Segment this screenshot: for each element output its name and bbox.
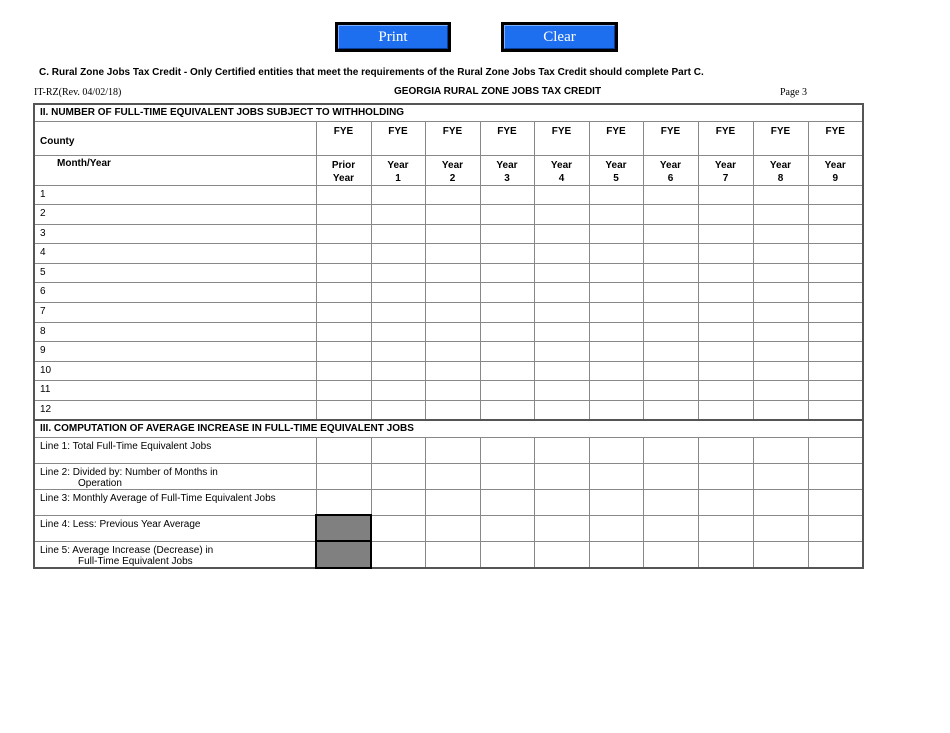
jobs-input-cell[interactable] — [480, 381, 534, 401]
jobs-input-cell[interactable] — [643, 244, 698, 264]
month-row — [34, 303, 863, 323]
fye-cell[interactable] — [316, 121, 371, 155]
computation-input-cell[interactable] — [480, 515, 534, 541]
computation-input-cell[interactable] — [808, 515, 863, 541]
jobs-input-cell[interactable] — [534, 185, 589, 205]
year-column-header — [480, 155, 534, 185]
computation-row — [34, 437, 863, 463]
month-row-label: 6 — [34, 283, 316, 303]
computation-input-cell[interactable] — [589, 541, 643, 568]
year-header-line1: Year — [441, 159, 464, 171]
year-header-line2: Year — [332, 172, 355, 184]
year-column-header — [698, 155, 753, 185]
computation-input-cell[interactable] — [808, 541, 863, 568]
section-2-title: II. NUMBER OF FULL-TIME EQUIVALENT JOBS SUBJECT TO WITHHOLDING — [34, 104, 863, 121]
jobs-input-cell[interactable] — [316, 205, 371, 225]
year-header-line1: Year — [824, 159, 846, 171]
year-header-line2: 4 — [558, 172, 565, 184]
jobs-input-cell[interactable] — [808, 401, 863, 421]
jobs-input-cell[interactable] — [425, 205, 480, 225]
jobs-input-cell[interactable] — [316, 401, 371, 421]
jobs-input-cell[interactable] — [316, 361, 371, 381]
month-row — [34, 244, 863, 264]
month-row — [34, 185, 863, 205]
section-3-title: III. COMPUTATION OF AVERAGE INCREASE IN FULL-TIME EQUIVALENT JOBS — [34, 420, 863, 437]
jobs-input-cell[interactable] — [753, 244, 808, 264]
computation-input-cell[interactable] — [371, 489, 425, 515]
jobs-input-cell[interactable] — [371, 361, 425, 381]
jobs-input-cell[interactable] — [808, 342, 863, 362]
jobs-input-cell[interactable] — [425, 322, 480, 342]
jobs-input-cell[interactable] — [534, 283, 589, 303]
fye-cell[interactable] — [480, 121, 534, 155]
year-header-line2: 1 — [395, 172, 401, 184]
jobs-input-cell[interactable] — [425, 244, 480, 264]
jobs-input-cell[interactable] — [698, 361, 753, 381]
month-row — [34, 381, 863, 401]
print-button-label: Print — [338, 25, 448, 49]
fye-cell[interactable] — [425, 121, 480, 155]
jobs-input-cell[interactable] — [753, 185, 808, 205]
month-row-label: 9 — [34, 342, 316, 362]
jobs-input-cell[interactable] — [316, 263, 371, 283]
page-number: Page 3 — [780, 87, 807, 98]
jobs-input-cell[interactable] — [534, 303, 589, 323]
jobs-input-cell[interactable] — [643, 283, 698, 303]
jobs-input-cell[interactable] — [480, 244, 534, 264]
year-header-line2: 7 — [722, 172, 729, 184]
jobs-input-cell[interactable] — [371, 205, 425, 225]
jobs-input-cell[interactable] — [534, 381, 589, 401]
computation-row — [34, 541, 863, 568]
fye-label: FYE — [388, 125, 408, 137]
jobs-input-cell[interactable] — [589, 205, 643, 225]
jobs-input-cell[interactable] — [643, 342, 698, 362]
fye-cell[interactable] — [534, 121, 589, 155]
computation-input-cell[interactable] — [534, 515, 589, 541]
jobs-input-cell[interactable] — [643, 263, 698, 283]
jobs-input-cell[interactable] — [371, 401, 425, 421]
month-row-label: 12 — [34, 401, 316, 421]
jobs-input-cell[interactable] — [589, 185, 643, 205]
county-label: County — [34, 121, 316, 155]
jobs-input-cell[interactable] — [316, 283, 371, 303]
jobs-input-cell[interactable] — [808, 361, 863, 381]
jobs-input-cell[interactable] — [698, 224, 753, 244]
jobs-input-cell[interactable] — [425, 303, 480, 323]
jobs-input-cell[interactable] — [371, 224, 425, 244]
month-row — [34, 322, 863, 342]
computation-input-cell[interactable] — [643, 541, 698, 568]
computation-input-cell[interactable] — [316, 489, 371, 515]
jobs-input-cell[interactable] — [480, 361, 534, 381]
fye-cell[interactable] — [589, 121, 643, 155]
month-row-label: 3 — [34, 224, 316, 244]
computation-line-label — [34, 463, 316, 489]
jobs-input-cell[interactable] — [371, 263, 425, 283]
jobs-input-cell[interactable] — [643, 361, 698, 381]
month-row-label: 7 — [34, 303, 316, 323]
fye-cell[interactable] — [371, 121, 425, 155]
part-c-instruction: C. Rural Zone Jobs Tax Credit - Only Certified entities that meet the requirements of the Rural Zone Jobs Tax Credit should complete Part C. — [39, 67, 704, 78]
year-header-line2: 3 — [504, 172, 510, 184]
computation-input-cell[interactable] — [316, 437, 371, 463]
month-row — [34, 283, 863, 303]
year-header-line1: Year — [714, 159, 737, 171]
computation-line-label — [34, 489, 316, 515]
jobs-input-cell[interactable] — [316, 342, 371, 362]
computation-line-continuation: Full-Time Equivalent Jobs — [78, 555, 193, 567]
computation-input-cell[interactable] — [534, 463, 589, 489]
fye-label: FYE — [715, 125, 736, 137]
computation-input-cell[interactable] — [371, 463, 425, 489]
year-column-header — [643, 155, 698, 185]
form-id: IT-RZ(Rev. 04/02/18) — [34, 87, 122, 98]
fye-cell[interactable] — [643, 121, 698, 155]
fye-label: FYE — [660, 125, 681, 137]
fye-label: FYE — [770, 125, 791, 137]
jobs-input-cell[interactable] — [753, 381, 808, 401]
jobs-input-cell[interactable] — [589, 263, 643, 283]
year-column-header — [753, 155, 808, 185]
jobs-input-cell[interactable] — [480, 322, 534, 342]
jobs-input-cell[interactable] — [753, 342, 808, 362]
jobs-input-cell[interactable] — [753, 303, 808, 323]
computation-input-cell[interactable] — [753, 515, 808, 541]
computation-input-cell[interactable] — [371, 515, 425, 541]
jobs-input-cell[interactable] — [589, 244, 643, 264]
jobs-input-cell[interactable] — [316, 224, 371, 244]
year-header-line1: Year — [496, 159, 518, 171]
computation-input-cell[interactable] — [643, 515, 698, 541]
computation-input-cell[interactable] — [643, 489, 698, 515]
jobs-input-cell[interactable] — [316, 185, 371, 205]
shaded-disabled-cell — [316, 515, 371, 541]
jobs-input-cell[interactable] — [698, 381, 753, 401]
fye-label: FYE — [551, 125, 572, 137]
computation-input-cell[interactable] — [425, 463, 480, 489]
jobs-input-cell[interactable] — [534, 401, 589, 421]
jobs-input-cell[interactable] — [371, 381, 425, 401]
jobs-input-cell[interactable] — [698, 205, 753, 225]
jobs-input-cell[interactable] — [480, 342, 534, 362]
computation-input-cell[interactable] — [698, 463, 753, 489]
computation-input-cell[interactable] — [589, 515, 643, 541]
jobs-input-cell[interactable] — [371, 303, 425, 323]
jobs-input-cell[interactable] — [480, 283, 534, 303]
jobs-input-cell[interactable] — [425, 283, 480, 303]
fye-label: FYE — [333, 125, 354, 137]
jobs-input-cell[interactable] — [425, 401, 480, 421]
computation-input-cell[interactable] — [371, 541, 425, 568]
jobs-input-cell[interactable] — [808, 303, 863, 323]
jobs-input-cell[interactable] — [589, 283, 643, 303]
jobs-input-cell[interactable] — [808, 381, 863, 401]
year-header-line1: Prior — [331, 159, 356, 171]
jobs-input-cell[interactable] — [698, 244, 753, 264]
jobs-input-cell[interactable] — [808, 263, 863, 283]
computation-input-cell[interactable] — [589, 463, 643, 489]
computation-line-label — [34, 541, 316, 568]
computation-input-cell[interactable] — [698, 437, 753, 463]
month-row — [34, 263, 863, 283]
jobs-input-cell[interactable] — [371, 185, 425, 205]
computation-input-cell[interactable] — [425, 541, 480, 568]
computation-input-cell[interactable] — [534, 437, 589, 463]
fye-label: FYE — [497, 125, 517, 137]
computation-input-cell[interactable] — [480, 437, 534, 463]
jobs-input-cell[interactable] — [425, 263, 480, 283]
month-row — [34, 224, 863, 244]
jobs-input-cell[interactable] — [753, 361, 808, 381]
year-header-line2: 9 — [832, 172, 839, 184]
year-column-header — [589, 155, 643, 185]
jobs-input-cell[interactable] — [698, 185, 753, 205]
year-header-line2: 8 — [777, 172, 784, 184]
month-row-label: 10 — [34, 361, 316, 381]
clear-button-label: Clear — [504, 25, 615, 49]
form-title: GEORGIA RURAL ZONE JOBS TAX CREDIT — [394, 86, 602, 97]
computation-input-cell[interactable] — [698, 515, 753, 541]
jobs-input-cell[interactable] — [698, 342, 753, 362]
month-row-label: 4 — [34, 244, 316, 264]
jobs-input-cell[interactable] — [534, 263, 589, 283]
year-header-line2: 6 — [667, 172, 674, 184]
computation-input-cell[interactable] — [534, 489, 589, 515]
jobs-input-cell[interactable] — [808, 205, 863, 225]
jobs-input-cell[interactable] — [643, 303, 698, 323]
computation-input-cell[interactable] — [808, 437, 863, 463]
jobs-input-cell[interactable] — [425, 381, 480, 401]
computation-input-cell[interactable] — [480, 489, 534, 515]
jobs-input-cell[interactable] — [808, 322, 863, 342]
jobs-input-cell[interactable] — [425, 361, 480, 381]
jobs-input-cell[interactable] — [808, 185, 863, 205]
jobs-input-cell[interactable] — [534, 361, 589, 381]
jobs-input-cell[interactable] — [808, 244, 863, 264]
jobs-input-cell[interactable] — [480, 401, 534, 421]
jobs-input-cell[interactable] — [698, 401, 753, 421]
jobs-input-cell[interactable] — [480, 263, 534, 283]
month-row-label: 8 — [34, 322, 316, 342]
month-row — [34, 205, 863, 225]
jobs-input-cell[interactable] — [753, 263, 808, 283]
computation-input-cell[interactable] — [808, 463, 863, 489]
computation-line-continuation: Operation — [78, 477, 122, 489]
jobs-input-cell[interactable] — [371, 322, 425, 342]
computation-input-cell[interactable] — [480, 541, 534, 568]
jobs-input-cell[interactable] — [643, 381, 698, 401]
jobs-input-cell[interactable] — [316, 322, 371, 342]
computation-input-cell[interactable] — [753, 489, 808, 515]
jobs-input-cell[interactable] — [698, 283, 753, 303]
month-row — [34, 361, 863, 381]
jobs-input-cell[interactable] — [534, 322, 589, 342]
computation-input-cell[interactable] — [316, 463, 371, 489]
computation-input-cell[interactable] — [643, 437, 698, 463]
fye-cell[interactable] — [753, 121, 808, 155]
jobs-input-cell[interactable] — [753, 401, 808, 421]
fye-cell[interactable] — [698, 121, 753, 155]
jobs-input-cell[interactable] — [753, 205, 808, 225]
year-header-line1: Year — [550, 159, 573, 171]
jobs-input-cell[interactable] — [589, 224, 643, 244]
jobs-input-cell[interactable] — [480, 185, 534, 205]
jobs-input-cell[interactable] — [425, 342, 480, 362]
jobs-input-cell[interactable] — [534, 205, 589, 225]
print-button[interactable] — [335, 22, 451, 52]
shaded-disabled-cell — [316, 541, 371, 568]
jobs-input-cell[interactable] — [753, 283, 808, 303]
jobs-input-cell[interactable] — [316, 381, 371, 401]
year-column-header — [316, 155, 371, 185]
computation-input-cell[interactable] — [698, 489, 753, 515]
jobs-input-cell[interactable] — [753, 322, 808, 342]
clear-button[interactable] — [501, 22, 618, 52]
jobs-input-cell[interactable] — [753, 224, 808, 244]
computation-input-cell[interactable] — [425, 489, 480, 515]
computation-line-text: Line 1: Total Full-Time Equivalent Jobs — [40, 440, 212, 452]
year-column-header — [534, 155, 589, 185]
year-header-line1: Year — [387, 159, 409, 171]
computation-line-text: Line 3: Monthly Average of Full-Time Equivalent Jobs — [40, 492, 276, 504]
jobs-input-cell[interactable] — [589, 361, 643, 381]
jobs-input-cell[interactable] — [480, 303, 534, 323]
computation-input-cell[interactable] — [808, 489, 863, 515]
computation-input-cell[interactable] — [589, 437, 643, 463]
jobs-input-cell[interactable] — [643, 224, 698, 244]
computation-input-cell[interactable] — [371, 437, 425, 463]
year-header-line1: Year — [769, 159, 792, 171]
computation-input-cell[interactable] — [589, 489, 643, 515]
month-row-label: 5 — [34, 263, 316, 283]
jobs-input-cell[interactable] — [371, 283, 425, 303]
fye-label: FYE — [825, 125, 845, 137]
jobs-input-cell[interactable] — [480, 224, 534, 244]
jobs-input-cell[interactable] — [643, 322, 698, 342]
year-header-line1: Year — [605, 159, 627, 171]
jobs-input-cell[interactable] — [589, 322, 643, 342]
month-row — [34, 401, 863, 421]
computation-input-cell[interactable] — [643, 463, 698, 489]
fye-label: FYE — [442, 125, 463, 137]
jobs-input-cell[interactable] — [371, 342, 425, 362]
jobs-input-cell[interactable] — [808, 283, 863, 303]
year-header-line1: Year — [659, 159, 682, 171]
jobs-input-cell[interactable] — [589, 303, 643, 323]
computation-input-cell[interactable] — [698, 541, 753, 568]
year-column-header — [425, 155, 480, 185]
jobs-input-cell[interactable] — [316, 244, 371, 264]
computation-line-text: Line 5: Average Increase (Decrease) in — [40, 544, 214, 556]
year-header-line2: 5 — [613, 172, 619, 184]
jobs-input-cell[interactable] — [589, 401, 643, 421]
year-column-header — [808, 155, 863, 185]
month-row-label: 2 — [34, 205, 316, 225]
fye-label: FYE — [606, 125, 626, 137]
jobs-input-cell[interactable] — [698, 322, 753, 342]
computation-input-cell[interactable] — [753, 463, 808, 489]
computation-line-text: Line 2: Divided by: Number of Months in — [40, 466, 218, 478]
jobs-input-cell[interactable] — [534, 224, 589, 244]
computation-input-cell[interactable] — [753, 541, 808, 568]
jobs-input-cell[interactable] — [371, 244, 425, 264]
jobs-input-cell[interactable] — [425, 185, 480, 205]
month-row-label: 11 — [34, 381, 316, 401]
computation-input-cell[interactable] — [480, 463, 534, 489]
fye-cell[interactable] — [808, 121, 863, 155]
computation-input-cell[interactable] — [534, 541, 589, 568]
jobs-input-cell[interactable] — [643, 205, 698, 225]
computation-line-text: Line 4: Less: Previous Year Average — [40, 518, 201, 530]
jobs-input-cell[interactable] — [698, 263, 753, 283]
computation-input-cell[interactable] — [753, 437, 808, 463]
jobs-input-cell[interactable] — [643, 401, 698, 421]
jobs-input-cell[interactable] — [589, 381, 643, 401]
jobs-input-cell[interactable] — [808, 224, 863, 244]
jobs-input-cell[interactable] — [480, 205, 534, 225]
computation-row — [34, 515, 863, 541]
jobs-input-cell[interactable] — [534, 244, 589, 264]
computation-row — [34, 489, 863, 515]
jobs-table — [33, 103, 864, 569]
year-header-line2: 2 — [449, 172, 456, 184]
computation-row — [34, 463, 863, 489]
month-year-label: Month/Year — [34, 155, 316, 185]
jobs-input-cell[interactable] — [425, 224, 480, 244]
computation-input-cell[interactable] — [425, 437, 480, 463]
year-column-header — [371, 155, 425, 185]
month-row-label: 1 — [34, 185, 316, 205]
computation-input-cell[interactable] — [425, 515, 480, 541]
computation-line-label — [34, 437, 316, 463]
jobs-input-cell[interactable] — [589, 342, 643, 362]
jobs-input-cell[interactable] — [534, 342, 589, 362]
jobs-input-cell[interactable] — [643, 185, 698, 205]
jobs-input-cell[interactable] — [698, 303, 753, 323]
jobs-input-cell[interactable] — [316, 303, 371, 323]
computation-line-label — [34, 515, 316, 541]
month-row — [34, 342, 863, 362]
